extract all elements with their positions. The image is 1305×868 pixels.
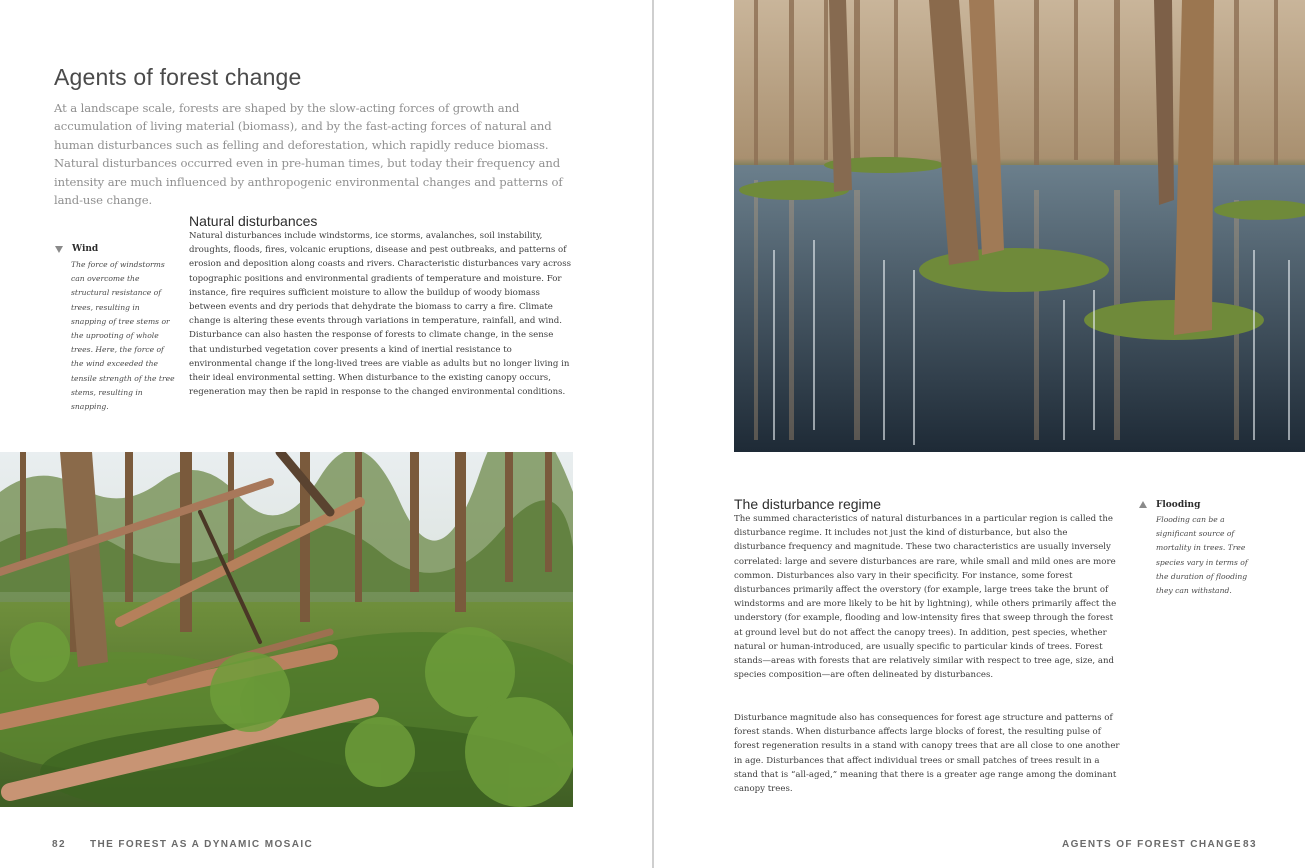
wind-caption-title: Wind bbox=[72, 244, 99, 254]
page-title: Agents of forest change bbox=[54, 64, 302, 90]
caption-pointer-up-icon bbox=[1139, 501, 1147, 508]
flooding-caption-text: Flooding can be a significant source of mortality in trees. Tree species vary in terms of the duration of flooding they can withstand. bbox=[1156, 515, 1248, 596]
disturbance-regime-heading: The disturbance regime bbox=[734, 496, 882, 512]
left-page-number: 82 bbox=[52, 839, 66, 850]
disturbance-regime-paragraph-1: The summed characteristics of natural disturbances in a particular region is called the disturbance regime. It includes not just the kind of disturbance, but also the disturbance frequency and magnitude. These two characteristics are usually inversely correlated: large and severe disturbances are rare, while small and mild ones are more common. Disturbances also vary in their specificity. For instance, some forest disturbances primarily affect the overstory (for example, large trees take the brunt of windstorms and are more likely to be hit by lightning), while others primarily affect the understory (for example, flooding and low-intensity fires that sweep through the forest at ground level but do not affect the canopy trees). In addition, pest species, whether natural or human-introduced, are usually specific to particular kinds of trees. Forest stands—areas with forests that are relatively similar with respect to tree age, size, and species composition—are often delineated by disturbances. bbox=[734, 514, 1117, 681]
right-running-head: AGENTS OF FOREST CHANGE bbox=[1062, 839, 1242, 850]
intro-paragraph: At a landscape scale, forests are shaped by the slow-acting forces of growth and accumulation of living material (biomass), and by the fast-acting forces of natural and human disturbances such as felling and deforestation, which rapidly reduce biomass. Natural disturbances occurred even in pre-human times, but today their frequency and intensity are much influenced by anthropogenic environmental changes and patterns of land-use change. bbox=[54, 101, 563, 208]
wind-caption-text: The force of windstorms can overcome the structural resistance of trees, resulting in snapping of tree stems or the uprooting of whole trees. Here, the force of the wind exceeded the tensile strength of the tree stems, resulting in snapping. bbox=[71, 260, 175, 412]
left-page bbox=[0, 0, 652, 868]
caption-pointer-down-icon bbox=[55, 246, 63, 253]
disturbance-regime-paragraph-2: Disturbance magnitude also has consequences for forest age structure and patterns of forest stands. When disturbance affects large blocks of forest, the resulting pulse of forest regeneration results in a stand with canopy trees that are all close to one another in age. Disturbances that affect individual trees or small patches of trees result in a stand that is “all-aged,” meaning that there is a greater age range among the dominant canopy trees. bbox=[734, 713, 1120, 795]
left-running-head: THE FOREST AS A DYNAMIC MOSAIC bbox=[90, 839, 314, 850]
flooded-forest-photo bbox=[734, 0, 1305, 452]
natural-disturbances-body: Natural disturbances include windstorms, ice storms, avalanches, soil instability, droughts, floods, fires, volcanic eruptions, disease and pest outbreaks, and patterns of erosion and deposition along coasts and rivers. Characteristic disturbances vary across topographic positions and environmental gradients of temperature and moisture. For instance, fire requires sufficient moisture to allow the buildup of woody biomass between events and dry periods that dehydrate the biomass to carry a fire. Climate change is altering these events through variations in temperature, rainfall, and wind. Disturbance can also hasten the response of forests to climate change, in the sense that undisturbed vegetation cover presents a kind of inertial resistance to environmental change if the long-lived trees are viable as adults but no longer living in their ideal environmental setting. When disturbance to the existing canopy occurs, regeneration may then be rapid in response to the changed environmental conditions. bbox=[189, 231, 572, 398]
windthrow-forest-photo bbox=[0, 452, 573, 807]
flooding-caption-title: Flooding bbox=[1156, 500, 1201, 510]
natural-disturbances-heading: Natural disturbances bbox=[189, 213, 318, 229]
right-page bbox=[654, 0, 1305, 868]
right-page-number: 83 bbox=[1243, 839, 1257, 850]
